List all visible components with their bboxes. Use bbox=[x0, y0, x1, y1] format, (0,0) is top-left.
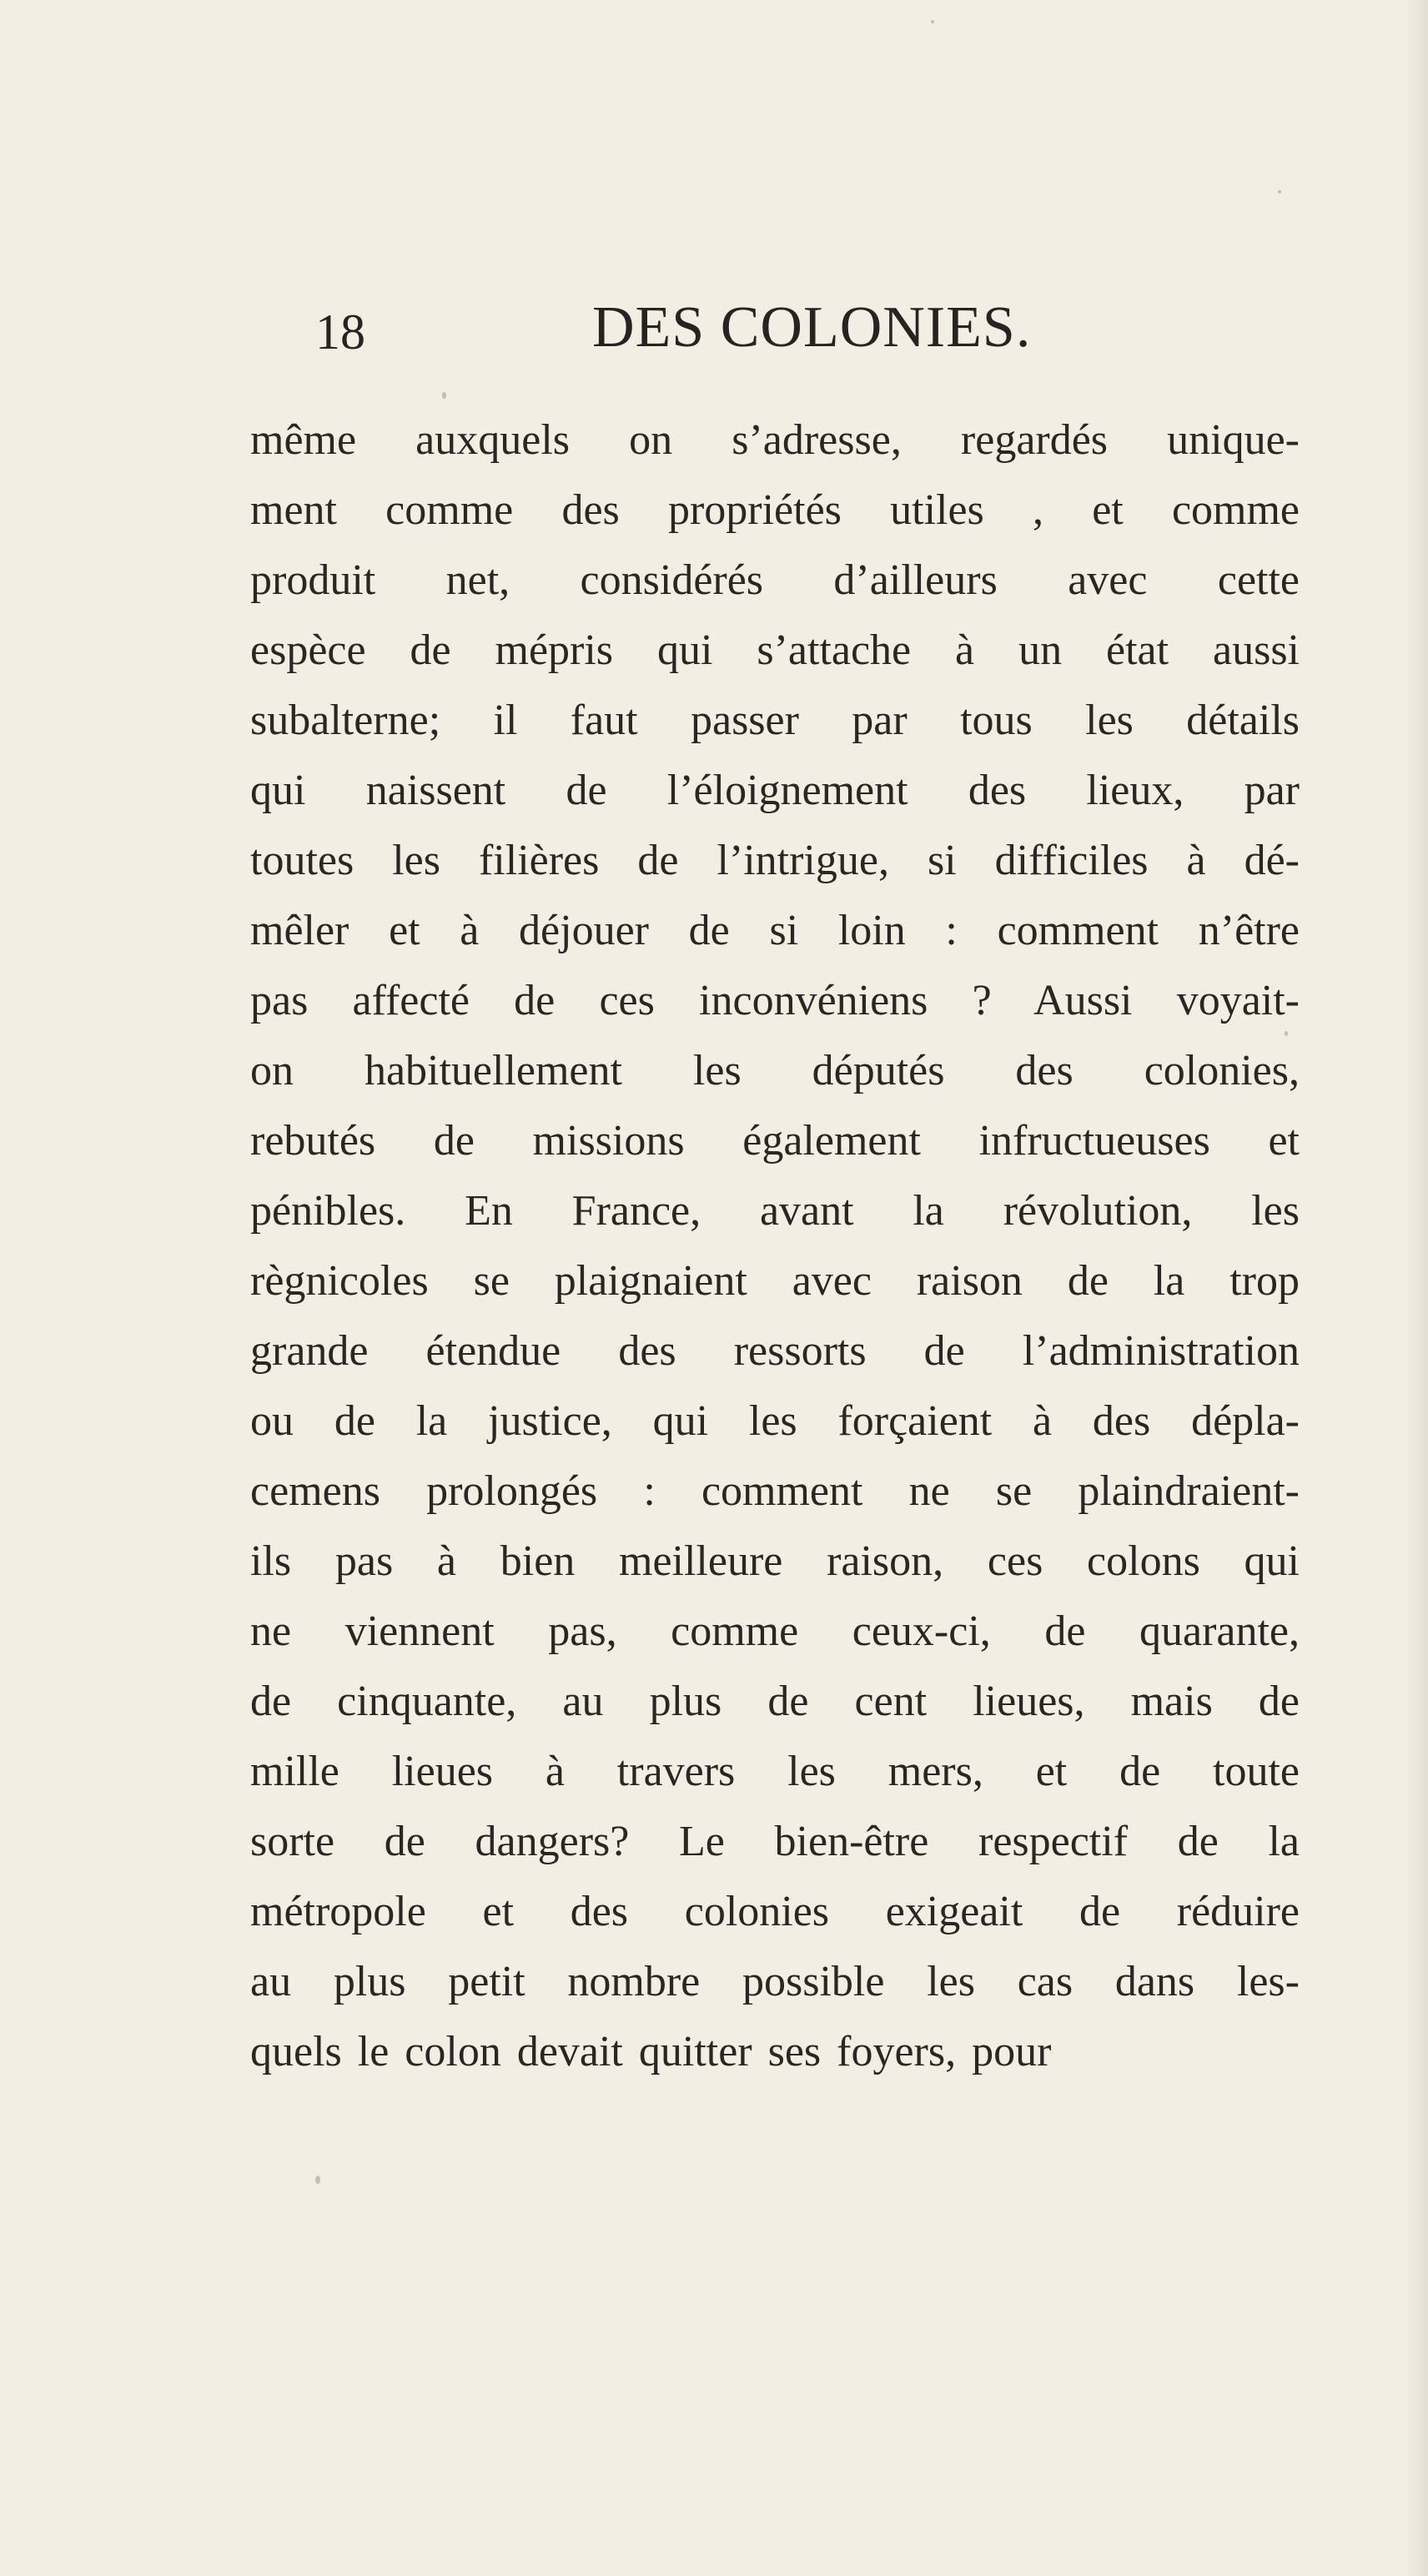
text-line-8: mêler et à déjouer de si loin : comment n’être bbox=[250, 907, 1300, 954]
paper-speck bbox=[1285, 1031, 1288, 1036]
text-line-16: cemens prolongés : comment ne se plaindraient- bbox=[250, 1467, 1300, 1515]
paper-speck bbox=[931, 20, 934, 23]
text-line-15: ou de la justice, qui les forçaient à des dépla- bbox=[250, 1397, 1300, 1445]
text-line-12: pénibles. En France, avant la révolution, les bbox=[250, 1187, 1300, 1235]
text-line-20: mille lieues à travers les mers, et de toute bbox=[250, 1748, 1300, 1795]
text-line-4: espèce de mépris qui s’attache à un état aussi bbox=[250, 626, 1300, 674]
text-line-1: même auxquels on s’adresse, regardés unique- bbox=[250, 416, 1300, 464]
text-line-19: de cinquante, au plus de cent lieues, mais de bbox=[250, 1678, 1300, 1725]
text-line-22: métropole et des colonies exigeait de réduire bbox=[250, 1888, 1300, 1935]
text-line-23: au plus petit nombre possible les cas dans les- bbox=[250, 1958, 1300, 2005]
text-line-3: produit net, considérés d’ailleurs avec cette bbox=[250, 556, 1300, 604]
paper-speck bbox=[315, 2176, 320, 2184]
page-number: 18 bbox=[315, 304, 365, 360]
text-line-21: sorte de dangers? Le bien-être respectif de la bbox=[250, 1818, 1300, 1865]
text-line-7: toutes les filières de l’intrigue, si difficiles à dé- bbox=[250, 837, 1300, 884]
body-text bbox=[250, 405, 1300, 2087]
text-line-18: ne viennent pas, comme ceux-ci, de quarante, bbox=[250, 1607, 1300, 1655]
text-line-5: subalterne; il faut passer par tous les détails bbox=[250, 697, 1300, 744]
paper-speck bbox=[1278, 190, 1281, 194]
text-line-9: pas affecté de ces inconvéniens ? Aussi voyait- bbox=[250, 977, 1300, 1024]
running-head: DES COLONIES. bbox=[592, 295, 1032, 360]
text-line-10: on habituellement les députés des colonies, bbox=[250, 1047, 1300, 1094]
page-header bbox=[0, 295, 1428, 390]
text-line-14: grande étendue des ressorts de l’administration bbox=[250, 1327, 1300, 1375]
text-line-2: ment comme des propriétés utiles , et comme bbox=[250, 486, 1300, 534]
text-line-17: ils pas à bien meilleure raison, ces colons qui bbox=[250, 1537, 1300, 1585]
text-line-11: rebutés de missions également infructueuses et bbox=[250, 1117, 1300, 1165]
text-line-24: quels le colon devait quitter ses foyers, pour bbox=[250, 2028, 1052, 2075]
paper-speck bbox=[442, 392, 446, 399]
text-line-13: règnicoles se plaignaient avec raison de la trop bbox=[250, 1257, 1300, 1305]
text-line-6: qui naissent de l’éloignement des lieux, par bbox=[250, 767, 1300, 814]
